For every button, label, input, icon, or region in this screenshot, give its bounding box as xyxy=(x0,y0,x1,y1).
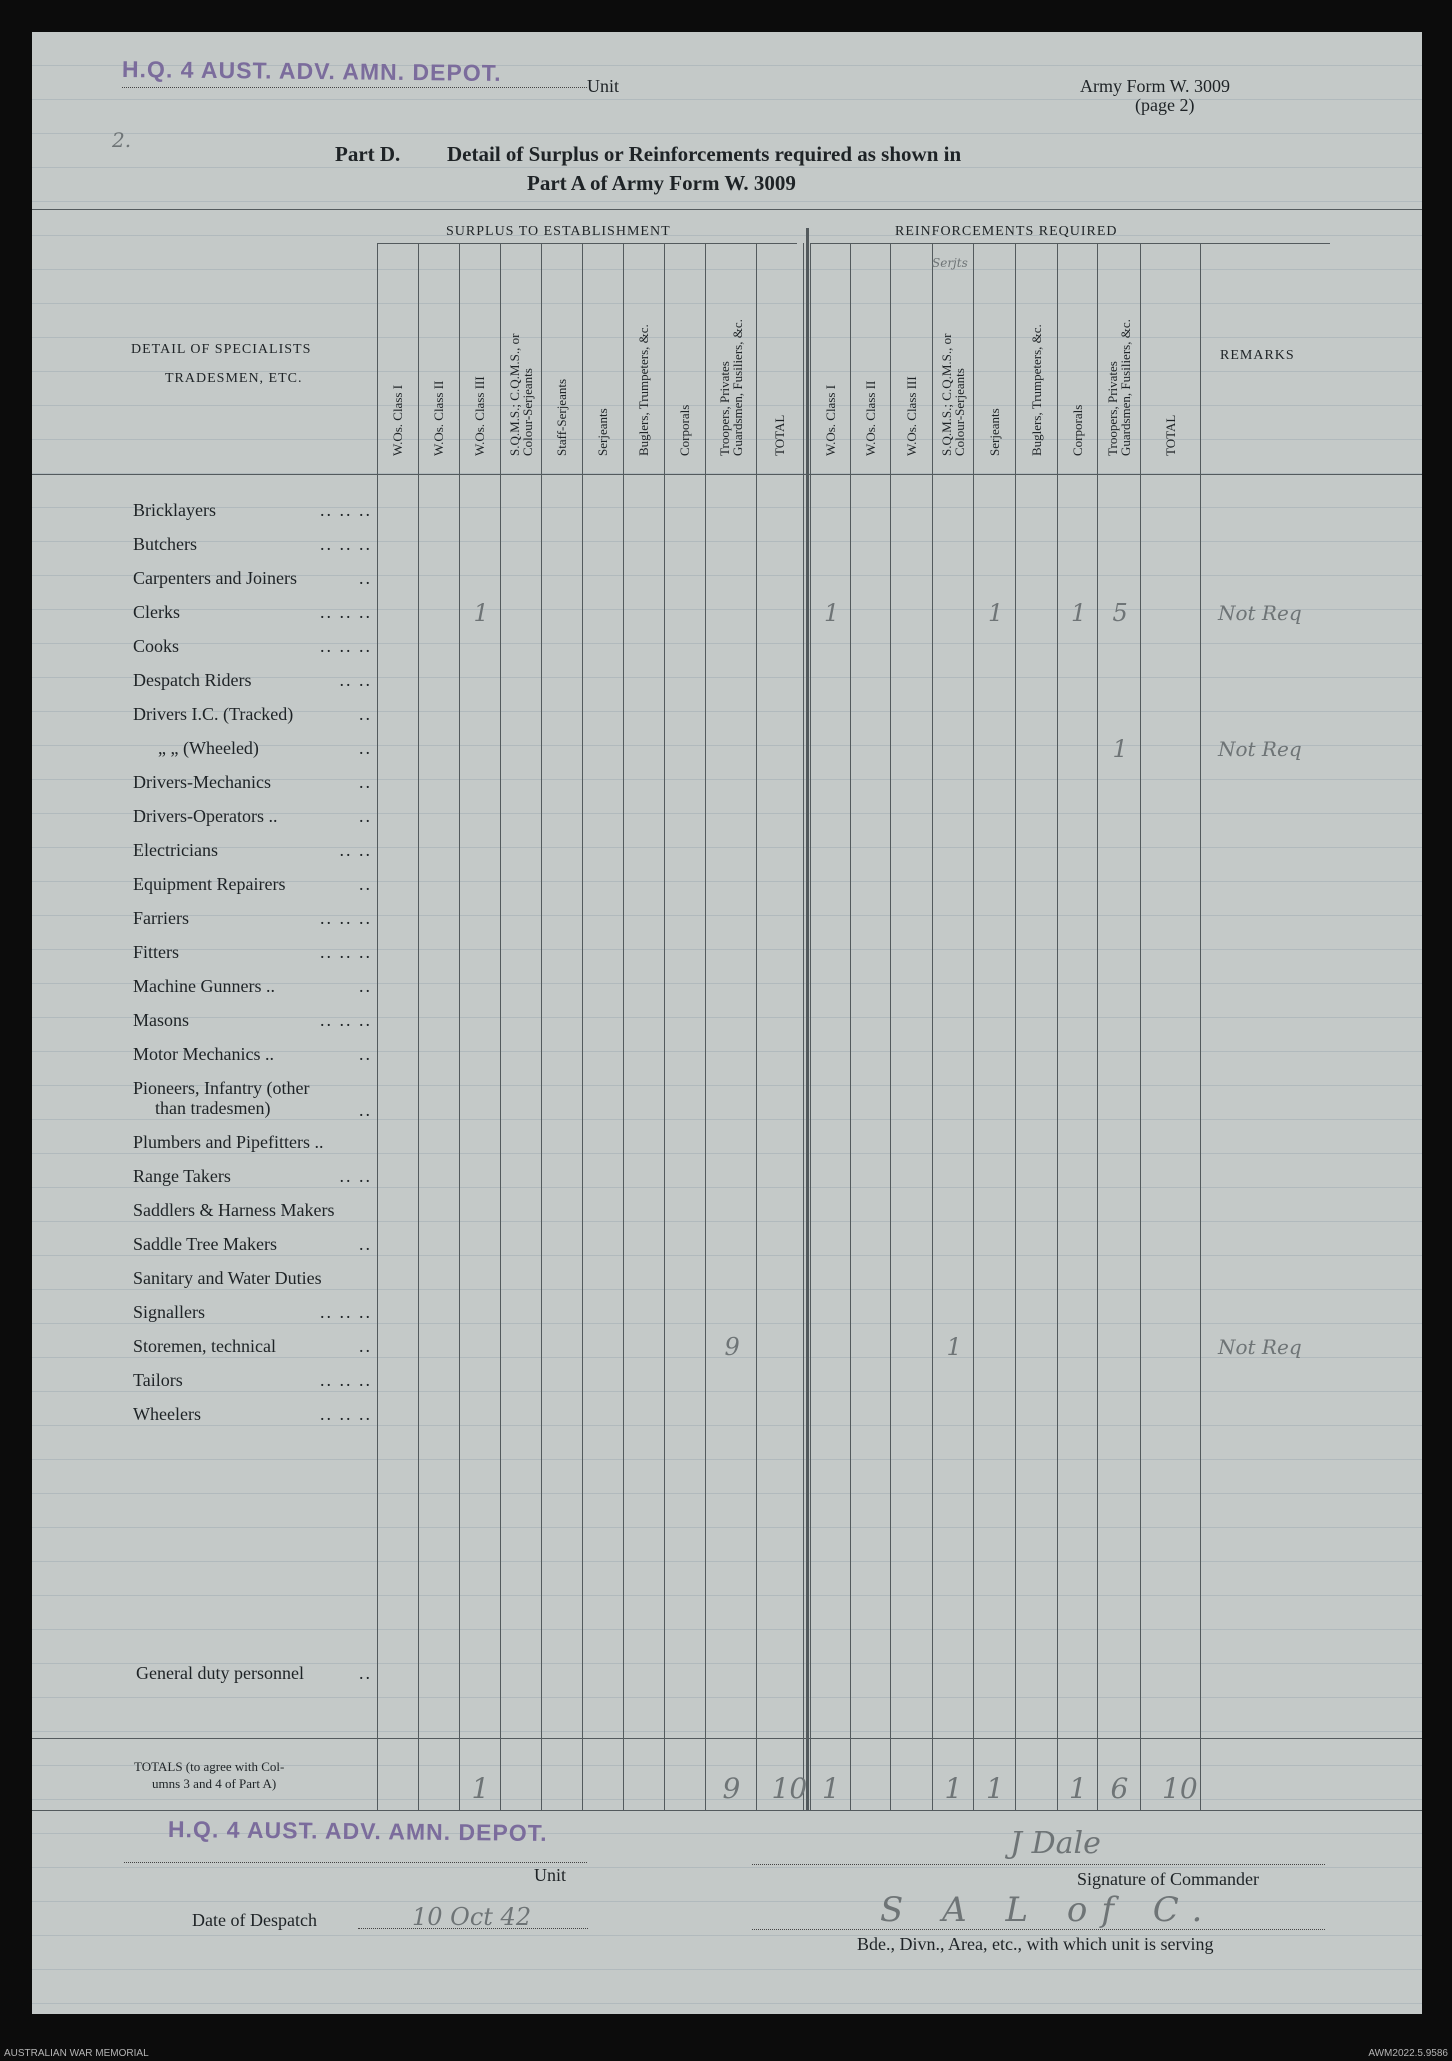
row-dots: .. xyxy=(359,976,372,996)
handwritten-entry: 1 xyxy=(1112,735,1128,763)
surplus-col-header-line: Troopers, Privates xyxy=(716,361,732,456)
column-rule xyxy=(1015,243,1016,1810)
table-row xyxy=(133,1078,372,1118)
table-row xyxy=(133,568,372,588)
totals-label-1: TOTALS (to agree with Col- xyxy=(134,1759,285,1774)
row-dots: .. .. .. xyxy=(320,636,372,656)
reinf-col-header-line: W.Os. Class I xyxy=(822,384,838,456)
column-rule xyxy=(1057,243,1058,1810)
column-rule xyxy=(541,243,542,1810)
surplus-col-header xyxy=(508,334,534,456)
row-dots: .. .. xyxy=(339,1166,372,1186)
footer-unit-label: Unit xyxy=(534,1865,567,1885)
table-row xyxy=(133,976,372,996)
reinf-col-header-line: Buglers, Trumpeters, &c. xyxy=(1028,324,1044,456)
surplus-col-header xyxy=(391,385,404,456)
reinf-col-header-line: Colour-Serjeants xyxy=(951,368,967,456)
table-row xyxy=(133,772,372,792)
archive-left: AUSTRALIAN WAR MEMORIAL xyxy=(4,2048,149,2059)
totals-bottom-rule xyxy=(32,1810,1422,1811)
total-entry: 1 xyxy=(944,1772,963,1805)
row-label: Masons xyxy=(133,1010,190,1030)
remarks-entry: Not Req xyxy=(1218,1335,1302,1359)
reinf-col-header-line: TOTAL xyxy=(1162,414,1178,456)
reinf-col-header xyxy=(905,376,918,456)
general-duty-dots: .. xyxy=(359,1663,372,1683)
detail-heading-2: TRADESMEN, ETC. xyxy=(165,371,303,386)
form-id: Army Form W. 3009 xyxy=(1080,76,1231,96)
table-row xyxy=(133,1010,372,1030)
row-dots: .. .. .. xyxy=(320,534,372,554)
reinf-col-header xyxy=(824,385,837,456)
row-label: Fitters xyxy=(133,942,180,962)
reinf-group-heading: REINFORCEMENTS REQUIRED xyxy=(895,224,1118,239)
row-label: Farriers xyxy=(133,908,189,928)
row-label: Motor Mechanics .. xyxy=(133,1044,274,1064)
row-label: Signallers xyxy=(133,1302,205,1322)
row-dots: .. .. xyxy=(339,840,372,860)
table-row xyxy=(133,1166,372,1186)
surplus-col-header xyxy=(718,319,744,456)
table-row xyxy=(158,738,372,758)
row-dots: .. .. xyxy=(339,670,372,690)
column-rule xyxy=(459,243,460,1810)
total-entry: 10 xyxy=(1162,1772,1198,1805)
row-dots: .. xyxy=(359,806,372,826)
table-row xyxy=(133,806,372,826)
surplus-group-heading: SURPLUS TO ESTABLISHMENT xyxy=(446,224,671,239)
reinf-col-header-line: W.Os. Class II xyxy=(862,380,878,456)
table-row xyxy=(133,942,372,962)
signature-dotted-line xyxy=(752,1864,1325,1865)
reinf-col-header xyxy=(864,381,877,456)
reinf-col-header-line: Troopers, Privates xyxy=(1104,361,1120,456)
unit-stamp: H.Q. 4 AUST. ADV. AMN. DEPOT. xyxy=(121,56,502,86)
row-label: Wheelers xyxy=(133,1404,201,1424)
unit-label: Unit xyxy=(587,76,620,96)
row-dots: .. .. .. xyxy=(320,908,372,928)
row-label: Despatch Riders xyxy=(133,670,252,690)
handwritten-entry: 1 xyxy=(946,1333,962,1361)
column-rule xyxy=(806,228,809,1810)
reinf-col-header-line: S.Q.M.S.; C.Q.M.S., or xyxy=(938,333,954,456)
remarks-heading: REMARKS xyxy=(1220,348,1295,363)
row-label: Storemen, technical xyxy=(133,1336,276,1356)
row-dots: .. xyxy=(359,772,372,792)
column-rule xyxy=(932,243,933,1810)
row-label: Electricians xyxy=(133,840,218,860)
correction-note: Serjts xyxy=(932,256,968,270)
footer-unit-dotted-line xyxy=(124,1862,587,1863)
row-dots: .. .. .. xyxy=(320,602,372,622)
title-part: Part D. xyxy=(335,142,401,166)
form-page: (page 2) xyxy=(1135,95,1195,115)
reinf-col-header xyxy=(940,334,966,456)
table-row xyxy=(133,1404,372,1424)
reinf-col-header xyxy=(1071,405,1084,456)
table-row xyxy=(133,636,372,656)
margin-mark: 2. xyxy=(112,128,132,152)
handwritten-entry: 5 xyxy=(1112,599,1128,627)
header-bottom-rule xyxy=(32,474,1422,475)
signature-label: Signature of Commander xyxy=(1077,1869,1259,1889)
table-row xyxy=(133,704,372,724)
surplus-col-header xyxy=(678,405,691,456)
row-dots: .. .. .. xyxy=(320,1302,372,1322)
row-label: Clerks xyxy=(133,602,180,622)
table-row xyxy=(133,670,372,690)
surplus-col-header-line: W.Os. Class I xyxy=(390,384,405,456)
footer-unit-stamp: H.Q. 4 AUST. ADV. AMN. DEPOT. xyxy=(167,1816,548,1846)
row-dots: .. xyxy=(359,1100,372,1120)
remarks-entry: Not Req xyxy=(1218,737,1302,761)
surplus-col-header-line: Guardsmen, Fusiliers, &c. xyxy=(729,319,745,456)
table-top-rule xyxy=(32,209,1422,210)
surplus-col-header-line: Corporals xyxy=(677,404,692,456)
table-row xyxy=(133,500,372,520)
serving-label: Bde., Divn., Area, etc., with which unit is serving xyxy=(857,1934,1214,1954)
column-rule xyxy=(664,243,665,1810)
table-row xyxy=(133,1044,372,1064)
surplus-col-header-line: S.Q.M.S.; C.Q.M.S., or xyxy=(506,333,522,456)
table-row xyxy=(133,1336,372,1356)
row-label: Drivers-Operators .. xyxy=(133,806,278,826)
row-label: Drivers I.C. (Tracked) xyxy=(133,704,294,724)
reinf-col-header xyxy=(1164,415,1177,456)
column-rule xyxy=(756,243,757,1810)
reinf-col-header-line: Corporals xyxy=(1069,404,1085,456)
table-row xyxy=(133,1370,372,1390)
row-label: Cooks xyxy=(133,636,180,656)
row-label: Bricklayers xyxy=(133,500,216,520)
totals-label-2: umns 3 and 4 of Part A) xyxy=(152,1776,277,1791)
table-row xyxy=(133,874,372,894)
row-label: Saddle Tree Makers xyxy=(133,1234,277,1254)
table-row xyxy=(133,1200,372,1220)
row-dots: .. .. .. xyxy=(320,1370,372,1390)
reinf-col-header xyxy=(1030,324,1043,456)
column-rule xyxy=(890,243,891,1810)
column-rule xyxy=(1200,243,1201,1810)
handwritten-entry: 1 xyxy=(1071,599,1087,627)
handwritten-entry: 9 xyxy=(724,1333,740,1361)
total-entry: 9 xyxy=(722,1772,741,1805)
row-dots: .. xyxy=(359,704,372,724)
row-label: „ „ (Wheeled) xyxy=(158,738,259,758)
total-entry: 1 xyxy=(471,1772,490,1805)
surplus-group-rule xyxy=(377,243,797,244)
total-entry: 1 xyxy=(986,1772,1004,1805)
table-row xyxy=(133,840,372,860)
row-dots: .. xyxy=(359,1234,372,1254)
title-line-2: Part A of Army Form W. 3009 xyxy=(527,171,796,195)
surplus-col-header-line: Serjeants xyxy=(595,408,610,456)
row-dots: .. xyxy=(359,568,372,588)
total-entry: 1 xyxy=(1069,1772,1087,1805)
table-row xyxy=(133,602,372,622)
table-row xyxy=(133,1302,372,1322)
surplus-col-header xyxy=(432,381,445,456)
row-label: Sanitary and Water Duties xyxy=(133,1268,322,1288)
totals-top-rule xyxy=(32,1738,1422,1739)
row-dots: .. xyxy=(359,738,372,758)
reinf-col-header-line: W.Os. Class III xyxy=(903,376,919,456)
table-row xyxy=(133,534,372,554)
row-dots: .. xyxy=(359,1336,372,1356)
handwritten-entry: 1 xyxy=(473,599,489,627)
row-label: Drivers-Mechanics xyxy=(133,772,271,792)
general-duty-label: General duty personnel xyxy=(136,1663,304,1683)
total-entry: 1 xyxy=(822,1772,840,1805)
column-rule xyxy=(418,243,419,1810)
column-rule xyxy=(582,243,583,1810)
surplus-col-header-line: Staff-Serjeants xyxy=(554,378,569,456)
handwritten-entry: 1 xyxy=(988,599,1004,627)
detail-heading-1: DETAIL OF SPECIALISTS xyxy=(131,342,312,357)
row-label: Saddlers & Harness Makers xyxy=(133,1200,335,1220)
surplus-col-header xyxy=(555,379,568,456)
row-dots: .. xyxy=(359,874,372,894)
handwritten-entry: 1 xyxy=(824,599,840,627)
row-label: Plumbers and Pipefitters .. xyxy=(133,1132,324,1152)
row-label: Carpenters and Joiners xyxy=(133,568,297,588)
surplus-col-header xyxy=(637,324,650,456)
reinf-col-header xyxy=(988,408,1001,456)
table-row xyxy=(133,1132,372,1152)
unit-dotted-line xyxy=(122,87,587,88)
reinf-col-header-line: Serjeants xyxy=(986,408,1002,456)
row-label-line2: than tradesmen) xyxy=(155,1098,271,1118)
row-dots: .. .. .. xyxy=(320,500,372,520)
row-label: Pioneers, Infantry (other xyxy=(133,1078,310,1098)
date-value: 10 Oct 42 xyxy=(412,1903,532,1931)
surplus-col-header xyxy=(596,408,609,456)
table-row xyxy=(133,908,372,928)
title-line-1: Detail of Surplus or Reinforcements required as shown in xyxy=(447,142,962,166)
row-dots: .. .. .. xyxy=(320,1404,372,1424)
remarks-entry: Not Req xyxy=(1218,601,1302,625)
row-dots: .. xyxy=(359,1044,372,1064)
surplus-col-header-line: W.Os. Class II xyxy=(431,380,446,456)
table-row xyxy=(133,1234,372,1254)
reinf-col-header xyxy=(1106,319,1132,456)
archive-right: AWM2022.5.9586 xyxy=(1368,2048,1448,2059)
reinf-col-header-line: Guardsmen, Fusiliers, &c. xyxy=(1117,319,1133,456)
column-rule xyxy=(1140,243,1141,1810)
surplus-col-header xyxy=(473,376,486,456)
column-rule xyxy=(623,243,624,1810)
row-dots: .. .. .. xyxy=(320,1010,372,1030)
column-rule xyxy=(850,243,851,1810)
column-rule xyxy=(1097,243,1098,1810)
surplus-col-header-line: TOTAL xyxy=(772,414,787,456)
column-rule xyxy=(500,243,501,1810)
total-entry: 6 xyxy=(1110,1772,1129,1805)
row-label: Equipment Repairers xyxy=(133,874,286,894)
surplus-col-header xyxy=(773,415,786,456)
surplus-col-header-line: Colour-Serjeants xyxy=(519,368,535,456)
row-label: Range Takers xyxy=(133,1166,231,1186)
reinf-group-rule xyxy=(810,243,1330,244)
row-label: Butchers xyxy=(133,534,197,554)
serving-value: S A L of C. xyxy=(880,1890,1217,1930)
column-rule xyxy=(705,243,706,1810)
signature-value: J Dale xyxy=(1010,1826,1101,1861)
column-rule xyxy=(803,243,804,1810)
surplus-col-header-line: Buglers, Trumpeters, &c. xyxy=(636,324,651,456)
table-row xyxy=(133,1268,372,1288)
general-duty-row xyxy=(136,1663,372,1683)
column-rule xyxy=(973,243,974,1810)
surplus-col-header-line: W.Os. Class III xyxy=(472,376,487,456)
date-label: Date of Despatch xyxy=(192,1910,317,1930)
column-rule xyxy=(377,243,378,1810)
total-entry: 10 xyxy=(771,1772,808,1805)
row-dots: .. .. .. xyxy=(320,942,372,962)
row-label: Machine Gunners .. xyxy=(133,976,275,996)
column-rule xyxy=(810,243,811,1810)
row-label: Tailors xyxy=(133,1370,183,1390)
